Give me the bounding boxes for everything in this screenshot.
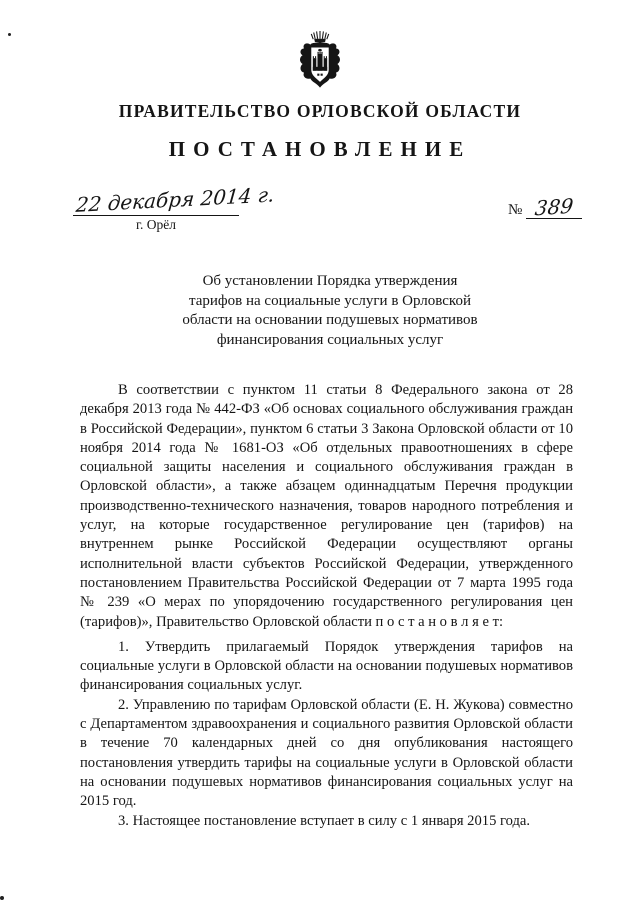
preamble-paragraph: В соответствии с пунктом 11 статьи 8 Федерального закона от 28 декабря 2013 года № 442-ФЗ «Об основах социального обслуживания граждан в Российской Федерации», пунктом 6 статьи 3 Закона Орловской области от 10 ноября 2014 года № 1681-ОЗ «Об отдельных правоотношениях в сфере социальной защиты населения и социального обслуживания граждан в Орловской области», а также абзацем одиннадцатым Перечня продукции производственно-технического назначения, товаров народного потребления и услуг, на которые государственное регулирование цен (тарифов) на внутреннем рынке Российской Федерации осуществляют органы исполнительной власти субъектов Российской Федерации, утвержденного постановлением Правительства Российской Федерации от 7 марта 1995 года № 239 «О мерах по упорядочению государственного регулирования цен (тарифов)», Правительство Орловской области п о с т а н о в л я е т:: [80, 382, 573, 630]
document-type-title: ПОСТАНОВЛЕНИЕ: [168, 137, 472, 161]
resolution-item-3: 3. Настоящее постановление вступает в силу с 1 января 2015 года.: [118, 812, 531, 829]
oryol-region-coat-of-arms-icon: [0, 31, 640, 98]
document-title: [100, 272, 560, 350]
document-title-line: тарифов на социальные услуги в Орловской: [189, 292, 471, 309]
scan-artifact: [0, 896, 4, 900]
resolution-item-1: 1. Утвердить прилагаемый Порядок утверждения тарифов на социальные услуги в Орловской области на основании подушевых нормативов финансирования социальных услуг.: [80, 638, 573, 694]
document-title-line: финансирования социальных услуг: [216, 331, 444, 348]
document-title-line: области на основании подушевых нормативов: [182, 312, 478, 328]
number-block: [508, 193, 588, 221]
document-body: [80, 381, 573, 831]
document-title-line: Об установлении Порядка утверждения: [202, 273, 458, 289]
authority-name: ПРАВИТЕЛЬСТВО ОРЛОВСКОЙ ОБЛАСТИ: [118, 101, 522, 121]
handwritten-number: 389: [533, 193, 575, 221]
number-underline: [526, 193, 582, 221]
handwritten-date: 22 декабря 2014 г.: [74, 182, 276, 217]
date-block: [73, 182, 276, 233]
place-name: г. Орёл: [136, 217, 176, 232]
number-label: №: [508, 202, 523, 218]
resolution-item-2: 2. Управлению по тарифам Орловской области (Е. Н. Жукова) совместно с Департаментом здравоохранения и социального развития Орловской области в течение 70 календарных дней со дня опубликования настоящего постановления утвердить тарифы на социальные услуги в Орловской области на основании подушевых нормативов финансирования социальных услуг на 2015 год.: [80, 696, 573, 810]
